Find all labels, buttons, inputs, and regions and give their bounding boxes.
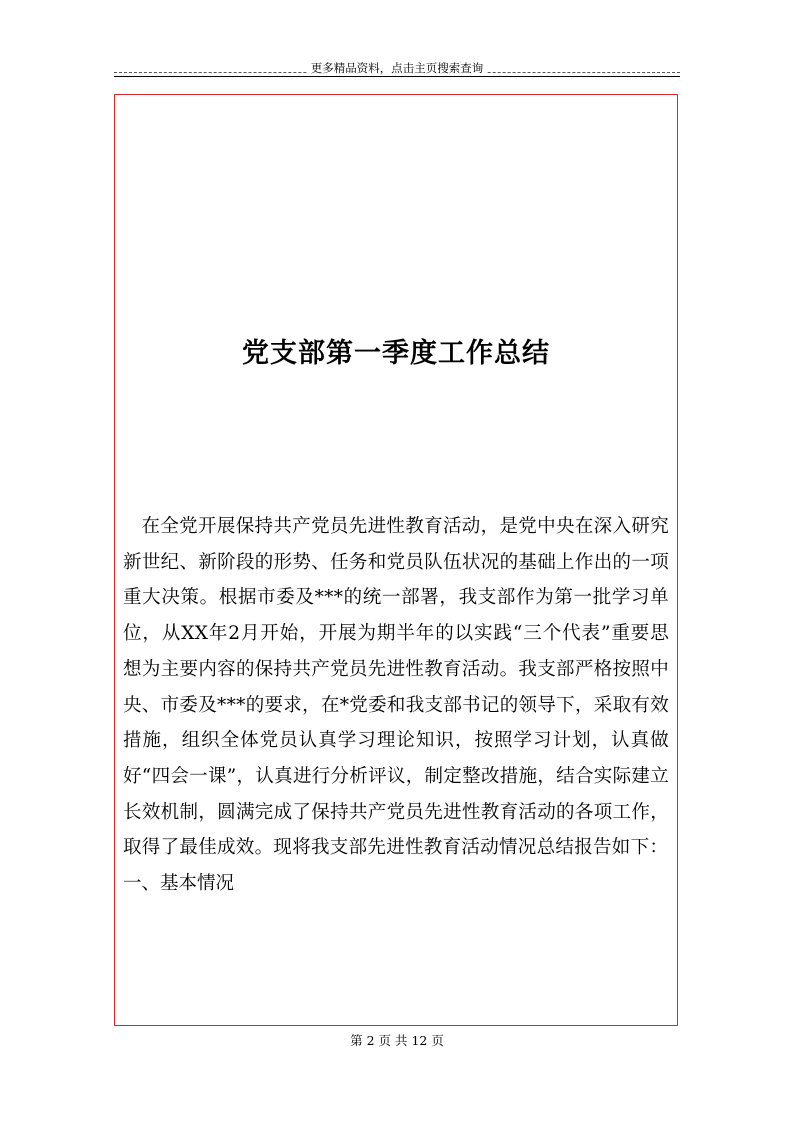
page-frame bbox=[114, 94, 678, 1026]
intro-paragraph: 在全党开展保持共产党员先进性教育活动，是党中央在深入研究新世纪、新阶段的形势、任务和党员队伍状况的基础上作出的一项重大决策。根据市委及***的统一部署，我支部作为第一批学习单位，从XX年2月开始，开展为期半年的以实践“三个代表”重要思想为主要内容的保持共产党员先进性教育活动。我支部严格按照中央、市委及***的要求，在*党委和我支部书记的领导下，采取有效措施，组织全体党员认真学习理论知识，按照学习计划，认真做好“四会一课”，认真进行分析评议，制定整改措施，结合实际建立长效机制，圆满完成了保持共产党员先进性教育活动的各项工作，取得了最佳成效。现将我支部先进性教育活动情况总结报告如下： bbox=[123, 516, 669, 859]
page-header bbox=[114, 60, 680, 78]
section-heading: 一、基本情况 bbox=[123, 873, 235, 895]
page-number: 第 2 页 共 12 页 bbox=[350, 1033, 444, 1048]
document-title: 党支部第一季度工作总结 bbox=[242, 338, 550, 369]
header-link-text[interactable]: 更多精品资料，点击主页搜索查询 bbox=[308, 60, 487, 76]
header-solid-rule bbox=[114, 76, 680, 77]
document-body bbox=[123, 509, 669, 902]
